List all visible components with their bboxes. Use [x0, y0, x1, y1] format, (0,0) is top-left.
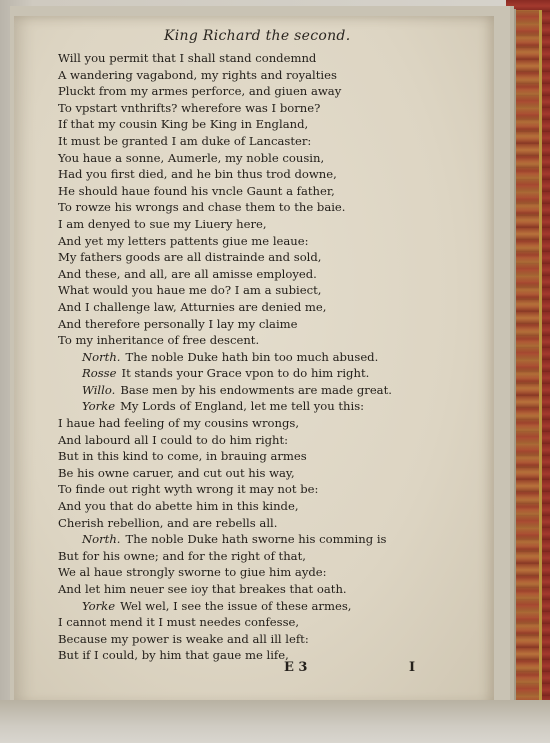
line-text: Will you permit that I shall stand condemnd — [58, 51, 317, 65]
line-text: Cherish rebellion, and are rebells all. — [58, 515, 278, 530]
text-line — [58, 50, 388, 67]
line-text: But if I could, by him that gaue me life, — [58, 648, 289, 663]
line-text: It must be granted I am duke of Lancaster: — [58, 133, 312, 148]
text-line — [58, 282, 388, 299]
text-line — [58, 365, 388, 382]
line-text: If that my cousin King be King in England, — [58, 117, 309, 132]
text-line — [58, 316, 388, 333]
line-text: But for his owne; and for the right of that, — [58, 548, 306, 563]
line-text: I am denyed to sue my Liuery here, — [58, 216, 267, 231]
text-line — [58, 548, 388, 565]
speaker-prefix: North. — [82, 532, 121, 547]
speaker-prefix: North. — [82, 349, 121, 364]
line-text: A wandering vagabond, my rights and royalties — [58, 67, 337, 82]
line-text: To my inheritance of free descent. — [58, 333, 260, 348]
catchword: I — [409, 660, 416, 675]
text-line — [58, 233, 388, 250]
line-text: To vpstart vnthrifts? wherefore was I borne? — [58, 100, 321, 115]
line-text: And these, and all, are all amisse employed. — [58, 266, 317, 281]
line-text: And yet my letters pattents giue me leaue: — [58, 233, 309, 248]
line-text: My Lords of England, let me tell you this: — [120, 399, 365, 414]
line-text: Had you first died, and he bin thus trod downe, — [58, 167, 337, 182]
text-line — [58, 116, 388, 133]
line-text: And you that do abette him in this kinde, — [58, 499, 299, 514]
page-stack — [10, 6, 514, 718]
text-line — [58, 564, 388, 581]
line-text: Pluckt from my armes perforce, and giuen away — [58, 84, 342, 99]
line-text: To finde out right wyth wrong it may not be: — [58, 482, 319, 497]
text-line — [58, 432, 388, 449]
text-line — [58, 332, 388, 349]
speaker-prefix: Willo. — [82, 382, 116, 397]
text-line — [58, 216, 388, 233]
text-line — [58, 598, 388, 615]
line-text: And labourd all I could to do him right: — [58, 432, 289, 447]
text-line — [58, 581, 388, 598]
text-line — [58, 150, 388, 167]
line-text: To rowze his wrongs and chase them to the baie. — [58, 200, 346, 215]
line-text: And therefore personally I lay my claime — [58, 316, 298, 331]
table-surface — [0, 700, 550, 743]
line-text: What would you haue me do? I am a subiect, — [58, 283, 322, 298]
line-text: I cannot mend it I must needes confesse, — [58, 615, 300, 630]
text-line — [58, 382, 392, 399]
text-line — [58, 83, 388, 100]
text-line — [58, 481, 388, 498]
text-line — [58, 465, 388, 482]
text-line — [58, 249, 388, 266]
text-line — [58, 415, 388, 432]
speaker-prefix: Rosse — [82, 366, 117, 381]
text-block — [58, 50, 392, 664]
text-line — [58, 614, 388, 631]
gilt-border — [512, 10, 542, 725]
text-line — [58, 266, 388, 283]
line-text: Be his owne caruer, and cut out his way, — [58, 465, 295, 480]
speaker-prefix: Yorke — [82, 598, 116, 613]
text-line — [58, 183, 388, 200]
line-text: We al haue strongly sworne to giue him ayde: — [58, 565, 327, 580]
line-text: The noble Duke hath sworne his comming is — [125, 532, 387, 547]
text-line — [58, 299, 388, 316]
line-text: And I challenge law, Atturnies are denied me, — [58, 299, 327, 314]
text-line — [58, 349, 388, 366]
line-text: But in this kind to come, in brauing armes — [58, 449, 307, 464]
text-line — [58, 498, 388, 515]
text-line — [58, 133, 388, 150]
text-line — [58, 631, 388, 648]
book-page — [14, 16, 494, 706]
text-line — [58, 531, 388, 548]
line-text: He should haue found his vncle Gaunt a father, — [58, 183, 335, 198]
text-line — [58, 199, 388, 216]
text-line — [58, 67, 388, 84]
text-line — [58, 448, 388, 465]
text-line — [58, 100, 388, 117]
text-line — [58, 166, 388, 183]
line-text: Wel wel, I see the issue of these armes, — [120, 598, 352, 613]
text-line — [58, 515, 388, 532]
line-text: My fathers goods are all distrainde and sold, — [58, 250, 322, 265]
text-line — [58, 398, 388, 415]
running-head: King Richard the second. — [164, 28, 351, 44]
text-line — [58, 647, 388, 664]
signature-mark: E 3 — [284, 660, 308, 675]
line-text: The noble Duke hath bin too much abused. — [125, 349, 379, 364]
line-text: I haue had feeling of my cousins wrongs, — [58, 416, 300, 431]
line-text: You haue a sonne, Aumerle, my noble cousin, — [58, 150, 325, 165]
line-text: Base men by his endowments are made great. — [120, 382, 392, 397]
line-text: Because my power is weake and all ill left: — [58, 631, 309, 646]
speaker-prefix: Yorke — [82, 399, 116, 414]
line-text: And let him neuer see ioy that breakes that oath. — [58, 582, 347, 596]
line-text: It stands your Grace vpon to do him right. — [121, 366, 370, 381]
